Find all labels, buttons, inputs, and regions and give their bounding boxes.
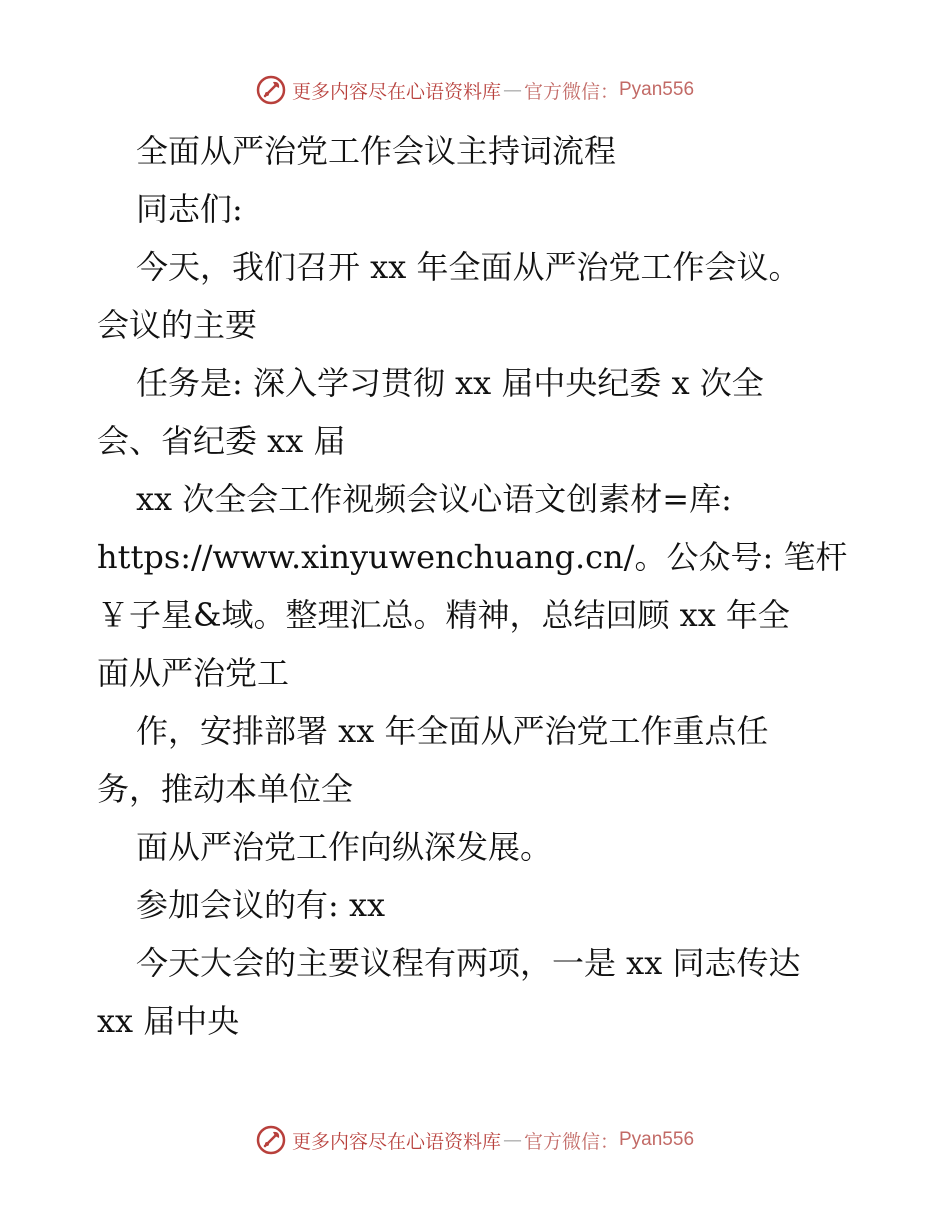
doc-line: 作，安排部署 xx 年全面从严治党工作重点任 xyxy=(136,712,769,750)
quill-seal-icon xyxy=(256,1125,286,1155)
doc-line: https://www.xinyuwenchuang.cn/。公众号: 笔杆 xyxy=(97,538,848,576)
header-banner xyxy=(0,70,950,110)
doc-line: 今天，我们召开 xx 年全面从严治党工作会议。 xyxy=(136,248,801,286)
doc-title: 全面从严治党工作会议主持词流程 xyxy=(136,132,617,170)
banner-wechat-label: 官方微信： xyxy=(523,80,619,103)
quill-seal-icon xyxy=(256,75,286,105)
doc-line: 同志们: xyxy=(136,190,243,228)
banner-separator: — xyxy=(502,1129,522,1151)
doc-line: 任务是: 深入学习贯彻 xx 届中央纪委 x 次全 xyxy=(136,364,764,402)
document-body xyxy=(97,122,897,1050)
banner-separator: — xyxy=(502,79,522,101)
doc-line: xx 次全会工作视频会议心语文创素材=库: xyxy=(136,480,732,518)
banner-text: 更多内容尽在心语资料库 xyxy=(291,1130,501,1153)
doc-line: 面从严治党工 xyxy=(97,654,290,692)
doc-line: 会议的主要 xyxy=(97,306,258,344)
banner-wechat-id: Pyan556 xyxy=(619,1129,695,1150)
banner-wechat-label: 官方微信： xyxy=(523,1130,619,1153)
footer-banner xyxy=(0,1120,950,1160)
doc-line: ￥子星&域。整理汇总。精神，总结回顾 xx 年全 xyxy=(97,596,790,634)
doc-line: 务，推动本单位全 xyxy=(97,770,354,808)
doc-line: 会、省纪委 xx 届 xyxy=(97,422,346,460)
doc-line: 参加会议的有: xx xyxy=(136,886,386,924)
doc-line: 今天大会的主要议程有两项，一是 xx 同志传达 xyxy=(136,944,801,982)
doc-line: xx 届中央 xyxy=(97,1002,240,1040)
banner-wechat-id: Pyan556 xyxy=(619,79,695,100)
doc-line: 面从严治党工作向纵深发展。 xyxy=(136,828,553,866)
banner-text: 更多内容尽在心语资料库 xyxy=(291,80,501,103)
